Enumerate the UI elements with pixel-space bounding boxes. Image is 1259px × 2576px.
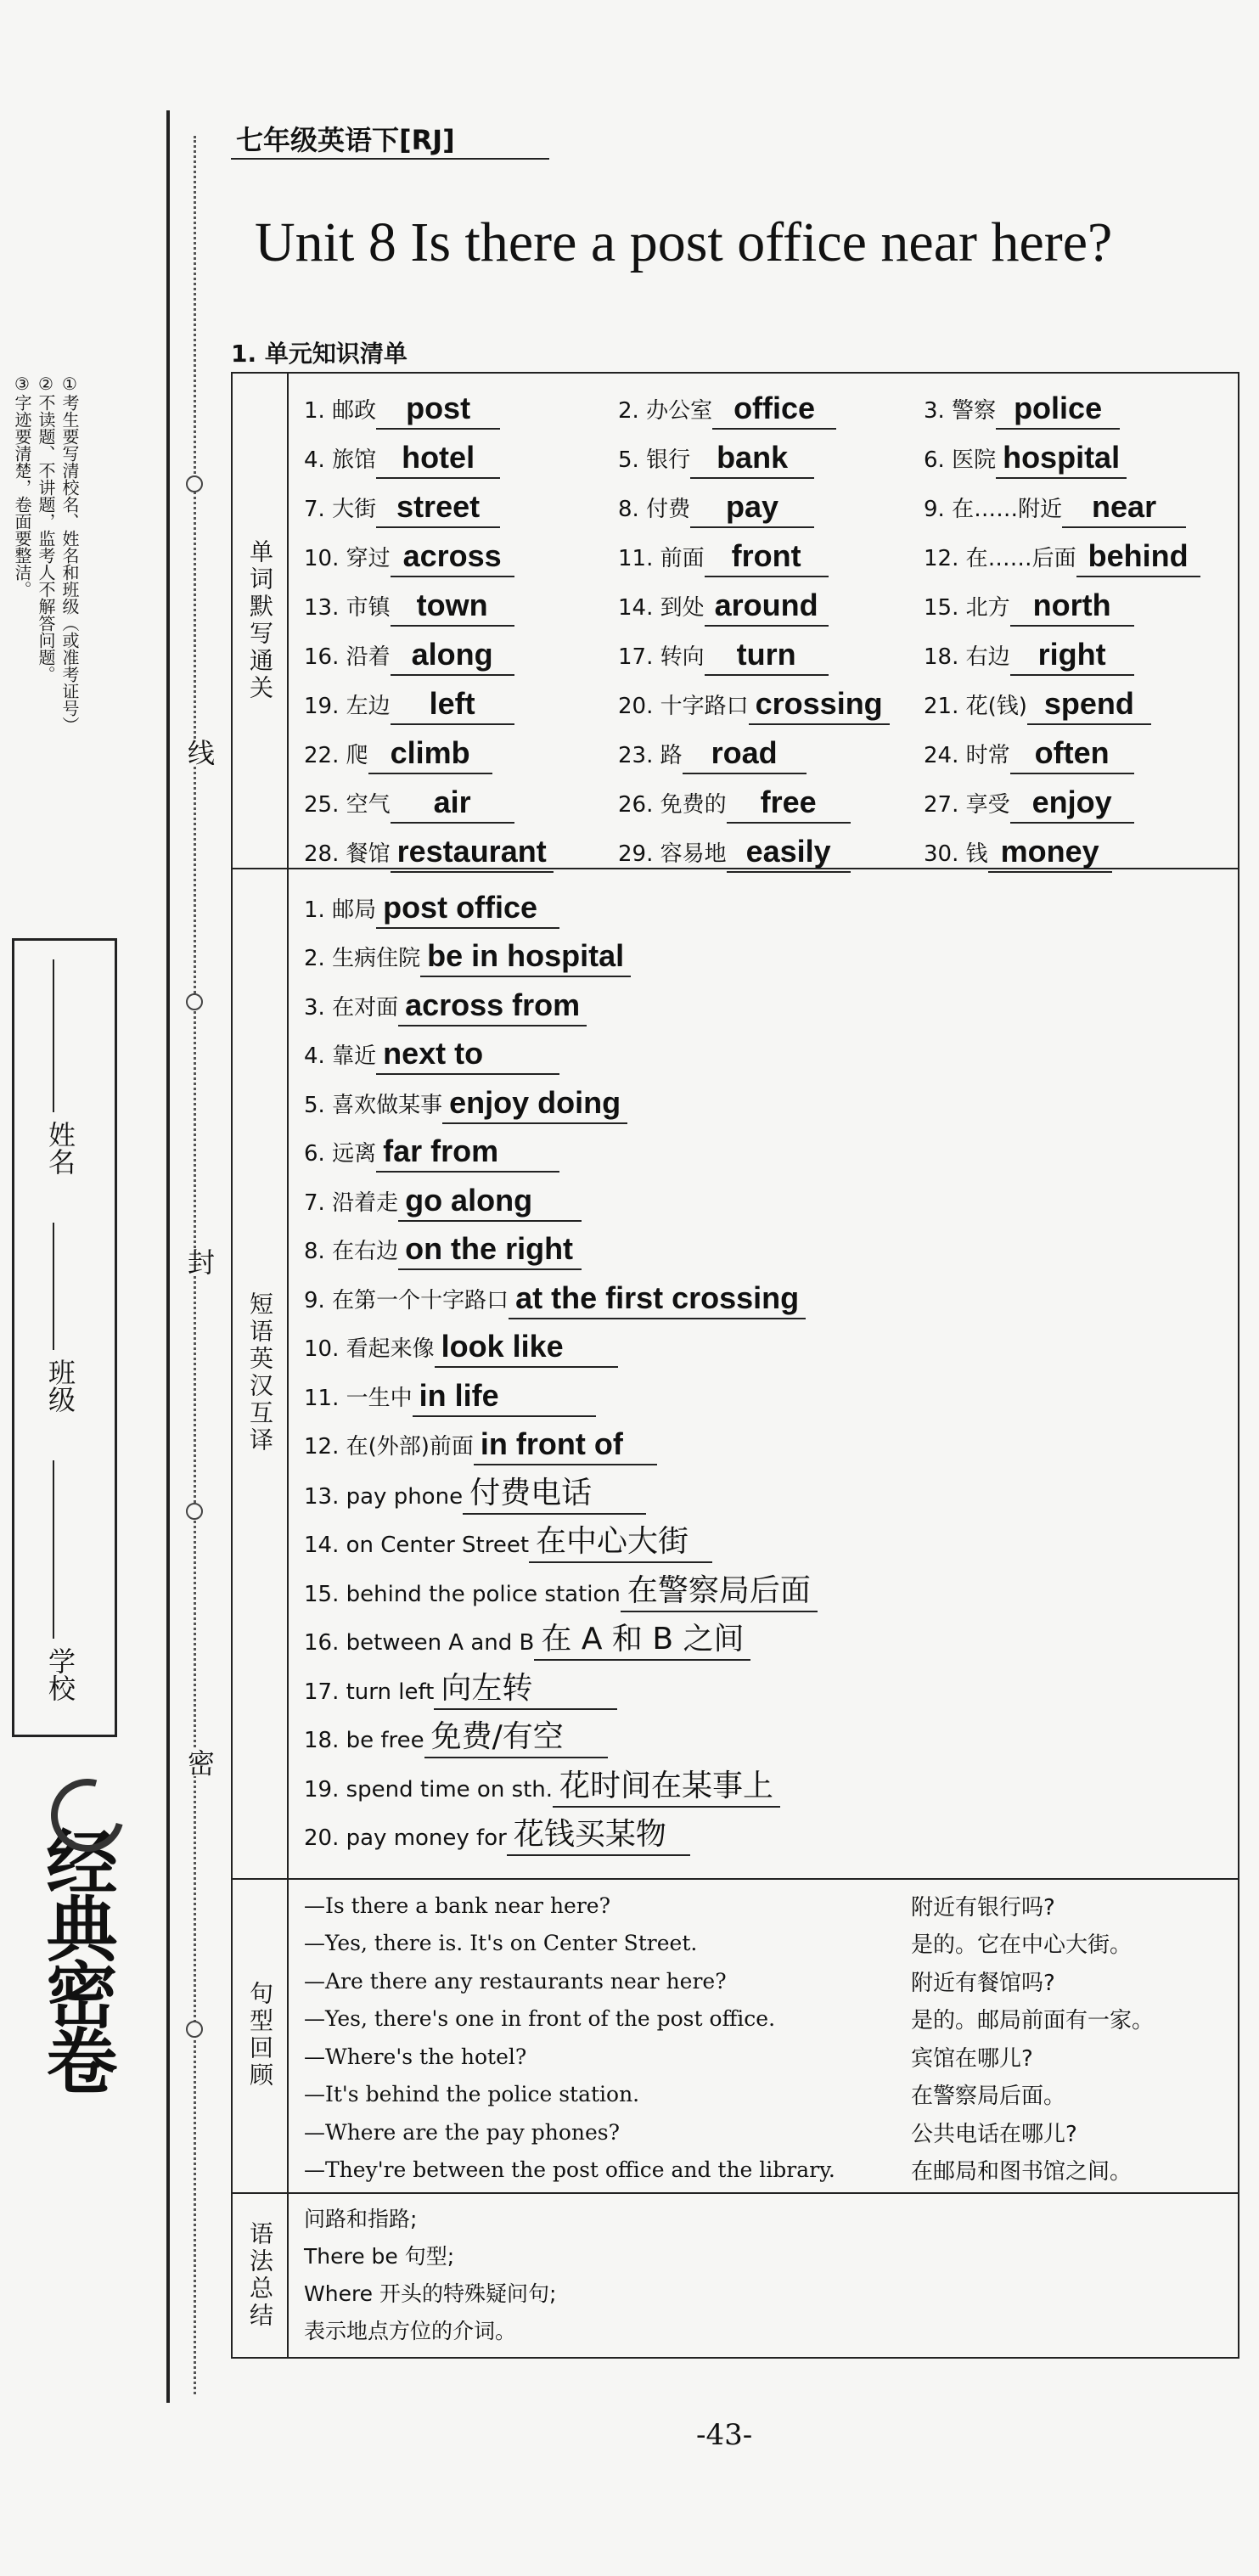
word-item [304,632,618,676]
phrase-item [304,977,1229,1026]
knowledge-table [231,372,1239,2359]
word-item [924,533,1229,577]
field-class-line[interactable] [53,1223,54,1350]
word-prompt: 25. 空气 [304,792,391,818]
sentence-english: —Are there any restaurants near here? [304,1968,727,1994]
phrase-prompt: 18. be free [304,1728,424,1753]
sentence-pair [304,1887,1229,1925]
word-prompt: 10. 穿过 [304,546,391,571]
word-item [304,829,618,873]
margin-circle [186,993,203,1010]
word-prompt: 29. 容易地 [618,841,727,867]
phrase-item [304,1173,1229,1222]
phrase-answer-blank[interactable]: next to [376,1036,559,1075]
word-answer-blank[interactable]: easily [727,834,851,873]
grammar-section-label: 语法总结 [246,2221,274,2330]
phrase-item [304,1222,1229,1271]
phrase-prompt: 19. spend time on sth. [304,1776,554,1803]
word-item [304,730,618,774]
words-section-label: 单词默写通关 [246,539,274,702]
word-answer-blank[interactable]: hospital [996,440,1127,479]
word-answer-blank[interactable]: hotel [376,440,500,479]
word-answer-blank[interactable]: north [1010,588,1134,627]
word-answer-blank[interactable]: enjoy [1010,785,1134,824]
exam-note-3: ③字迹要清楚，卷面要整洁。 [12,374,32,598]
word-prompt: 30. 钱 [924,841,988,867]
phrase-prompt: 3. 在对面 [304,994,399,1021]
word-prompt: 2. 办公室 [618,398,713,424]
exam-note-1: ①考生要写清校名、姓名和班级（或准考证号） [59,374,80,734]
sentence-english: —Yes, there's one in front of the post office. [304,2006,776,2032]
word-answer-blank[interactable]: turn [705,637,829,676]
phrase-answer-blank[interactable]: look like [435,1329,618,1368]
row-divider [233,2192,1238,2194]
word-answer-blank[interactable]: free [727,785,851,824]
phrase-item [304,1368,1229,1417]
phrase-answer-blank[interactable]: 在警察局后面 [621,1573,818,1612]
word-item [618,533,924,577]
word-answer-blank[interactable]: road [683,735,807,774]
sentence-english: —Is there a bank near here? [304,1893,610,1918]
phrase-item [304,1515,1229,1564]
word-prompt: 9. 在……附近 [924,497,1063,522]
word-prompt: 13. 市镇 [304,595,391,621]
words-grid [304,385,1229,873]
phrase-item [304,1124,1229,1173]
label-column-divider [287,374,289,2357]
word-answer-blank[interactable]: often [1010,735,1134,774]
word-prompt: 4. 旅馆 [304,447,377,473]
word-prompt: 6. 医院 [924,447,997,473]
row-divider [233,1878,1238,1880]
word-item [924,484,1229,528]
phrase-item [304,1465,1229,1515]
word-prompt: 26. 免费的 [618,792,727,818]
word-prompt: 17. 转向 [618,644,705,670]
word-prompt: 27. 享受 [924,792,1010,818]
word-answer-blank[interactable]: spend [1027,686,1151,725]
phrase-prompt: 6. 远离 [304,1141,377,1167]
word-answer-blank[interactable]: behind [1076,538,1200,577]
word-answer-blank[interactable]: near [1062,489,1186,528]
phrase-answer-blank[interactable]: go along [398,1183,582,1222]
word-prompt: 21. 花(钱) [924,694,1027,719]
word-answer-blank[interactable]: air [391,785,514,824]
grammar-item: There be 句型; [304,2244,455,2269]
word-answer-blank[interactable]: across [391,538,514,577]
student-info-box [12,938,117,1737]
sentence-pair [304,2113,1229,2151]
word-item [924,582,1229,627]
word-prompt: 1. 邮政 [304,398,377,424]
word-item [618,582,924,627]
phrase-prompt: 4. 靠近 [304,1043,377,1069]
word-answer-blank[interactable]: restaurant [391,834,554,873]
margin-circle [186,1503,203,1520]
phrase-answer-blank[interactable]: at the first crossing [509,1280,806,1319]
word-prompt: 24. 时常 [924,743,1010,768]
phrase-prompt: 1. 邮局 [304,897,377,923]
phrase-item [304,929,1229,978]
word-item [304,681,618,725]
book-header: 七年级英语下[RJ] [236,124,455,156]
word-answer-blank[interactable]: crossing [749,686,890,725]
phrase-prompt: 9. 在第一个十字路口 [304,1287,509,1313]
sentence-chinese: 是的。它在中心大街。 [911,1932,1133,1959]
word-answer-blank[interactable]: right [1010,637,1134,676]
word-prompt: 12. 在……后面 [924,546,1076,571]
word-answer-blank[interactable]: post [376,391,500,430]
word-prompt: 7. 大街 [304,497,377,522]
phrase-item [304,1319,1229,1369]
section-heading: 1. 单元知识清单 [231,340,407,368]
phrase-answer-blank[interactable]: in life [413,1378,596,1417]
word-item [618,435,924,479]
cut-mark-seal: 封 [180,1248,219,1275]
sentences-list [304,1887,1229,2189]
word-answer-blank[interactable]: police [996,391,1120,430]
word-item [924,730,1229,774]
word-item [924,681,1229,725]
word-item [304,435,618,479]
word-prompt: 15. 北方 [924,595,1010,621]
phrase-prompt: 2. 生病住院 [304,946,421,971]
sentence-chinese: 附近有银行吗? [911,1894,1055,1921]
exam-notes [10,374,81,900]
phrase-item [304,1026,1229,1076]
word-answer-blank[interactable]: street [376,489,500,528]
phrase-prompt: 11. 一生中 [304,1385,413,1411]
grammar-item: 问路和指路; [304,2207,418,2231]
word-prompt: 8. 付费 [618,497,691,522]
word-item [304,582,618,627]
phrase-answer-blank[interactable]: 免费/有空 [424,1719,608,1758]
word-answer-blank[interactable]: around [705,588,829,627]
phrase-item [304,1661,1229,1710]
word-prompt: 28. 餐馆 [304,841,391,867]
phrase-item [304,1270,1229,1319]
word-prompt: 20. 十字路口 [618,694,749,719]
word-item [924,779,1229,824]
sentence-english: —Where are the pay phones? [304,2119,621,2145]
sentence-chinese: 公共电话在哪儿? [911,2121,1077,2147]
word-item [304,484,618,528]
grammar-item: Where 开头的特殊疑问句; [304,2281,557,2306]
phrase-item [304,1563,1229,1612]
phrase-answer-blank[interactable]: post office [376,890,559,929]
phrase-prompt: 14. on Center Street [304,1533,530,1558]
sentence-chinese: 附近有餐馆吗? [911,1970,1055,1996]
sentences-section-label: 句型回顾 [246,1981,274,2089]
phrases-section-label: 短语英汉互译 [246,1291,274,1454]
phrase-prompt: 16. between A and B [304,1630,535,1656]
phrase-answer-blank[interactable]: be in hospital [420,938,631,977]
field-name-line[interactable] [53,959,54,1112]
word-item [924,632,1229,676]
word-item [618,779,924,824]
word-prompt: 18. 右边 [924,644,1010,670]
word-prompt: 11. 前面 [618,546,705,571]
margin-solid-line [166,110,170,2403]
sentence-chinese: 宾馆在哪儿? [911,2045,1033,2072]
margin-circle [186,2021,203,2038]
word-item [304,533,618,577]
phrase-item [304,880,1229,929]
word-item [618,385,924,430]
word-item [618,829,924,873]
sentence-english: —It's behind the police station. [304,2082,640,2107]
word-prompt: 3. 警察 [924,398,997,424]
phrase-item [304,1075,1229,1124]
phrase-item [304,1758,1229,1808]
grammar-item: 表示地点方位的介词。 [304,2319,517,2343]
phrase-prompt: 12. 在(外部)前面 [304,1434,474,1460]
phrase-answer-blank[interactable]: enjoy doing [442,1085,627,1124]
sentence-pair [304,1925,1229,1963]
phrase-prompt: 13. pay phone [304,1483,464,1510]
cut-mark-line: 线 [180,739,219,766]
sentence-chinese: 是的。邮局前面有一家。 [911,2008,1155,2034]
phrase-prompt: 15. behind the police station [304,1581,621,1607]
sentence-english: —Yes, there is. It's on Center Street. [304,1931,698,1956]
word-prompt: 14. 到处 [618,595,705,621]
exam-note-2: ②不读题、不讲题，监考人不解答问题。 [36,374,56,683]
word-item [618,730,924,774]
word-prompt: 5. 银行 [618,447,691,473]
word-answer-blank[interactable]: office [712,391,836,430]
sentence-pair [304,2076,1229,2114]
phrase-answer-blank[interactable]: on the right [398,1231,582,1270]
margin-circle [186,475,203,492]
phrase-answer-blank[interactable]: in front of [474,1426,657,1465]
phrase-answer-blank[interactable]: 花时间在某事上 [553,1769,780,1808]
phrase-prompt: 10. 看起来像 [304,1336,435,1362]
phrase-item [304,1710,1229,1759]
phrase-prompt: 5. 喜欢做某事 [304,1092,443,1118]
phrase-item [304,1612,1229,1662]
phrase-answer-blank[interactable]: 向左转 [434,1671,617,1710]
sentence-pair [304,2038,1229,2076]
field-school-line[interactable] [53,1460,54,1639]
phrase-answer-blank[interactable]: 在中心大街 [529,1524,712,1563]
unit-title: Unit 8 Is there a post office near here? [255,211,1113,273]
phrases-list [304,880,1229,1856]
word-answer-blank[interactable]: money [988,834,1112,873]
word-answer-blank[interactable]: pay [690,489,814,528]
word-item [924,435,1229,479]
word-answer-blank[interactable]: town [391,588,514,627]
phrase-prompt: 17. turn left [304,1679,435,1705]
phrase-item [304,1417,1229,1466]
word-item [924,385,1229,430]
phrase-answer-blank[interactable]: 花钱买某物 [507,1817,690,1856]
logo-text: 经典密卷 [35,1825,119,2090]
word-answer-blank[interactable]: front [705,538,829,577]
cut-mark-secret: 密 [180,1749,219,1776]
word-prompt: 22. 爬 [304,743,368,768]
field-school-label: 学校 [44,1647,76,1701]
field-name-label: 姓名 [44,1121,76,1175]
phrase-answer-blank[interactable]: far from [376,1133,559,1173]
word-item [924,829,1229,873]
page-number: -43- [696,2418,753,2452]
word-prompt: 16. 沿着 [304,644,391,670]
grammar-list [304,2199,1229,2348]
sentence-pair [304,2151,1229,2190]
phrase-prompt: 7. 沿着走 [304,1190,399,1216]
sentence-english: —They're between the post office and the library. [304,2157,835,2183]
word-item [304,779,618,824]
phrase-prompt: 8. 在右边 [304,1239,399,1264]
header-underline [231,158,549,160]
word-answer-blank[interactable]: climb [368,735,492,774]
phrase-item [304,1808,1229,1857]
word-item [618,632,924,676]
sentence-english: —Where's the hotel? [304,2044,527,2069]
word-item [304,385,618,430]
word-prompt: 23. 路 [618,743,683,768]
word-answer-blank[interactable]: left [391,686,514,725]
sentence-chinese: 在邮局和图书馆之间。 [911,2159,1133,2185]
field-class-label: 班级 [44,1358,76,1413]
phrase-answer-blank[interactable]: across from [398,987,587,1026]
phrase-prompt: 20. pay money for [304,1825,507,1851]
sentence-pair [304,2000,1229,2039]
word-item [618,484,924,528]
sentence-pair [304,1962,1229,2000]
phrase-answer-blank[interactable]: 在 A 和 B 之间 [534,1622,750,1661]
word-prompt: 19. 左边 [304,694,391,719]
phrase-answer-blank[interactable]: 付费电话 [463,1476,646,1515]
word-answer-blank[interactable]: along [391,637,514,676]
word-item [618,681,924,725]
word-answer-blank[interactable]: bank [690,440,814,479]
sentence-chinese: 在警察局后面。 [911,2084,1066,2110]
